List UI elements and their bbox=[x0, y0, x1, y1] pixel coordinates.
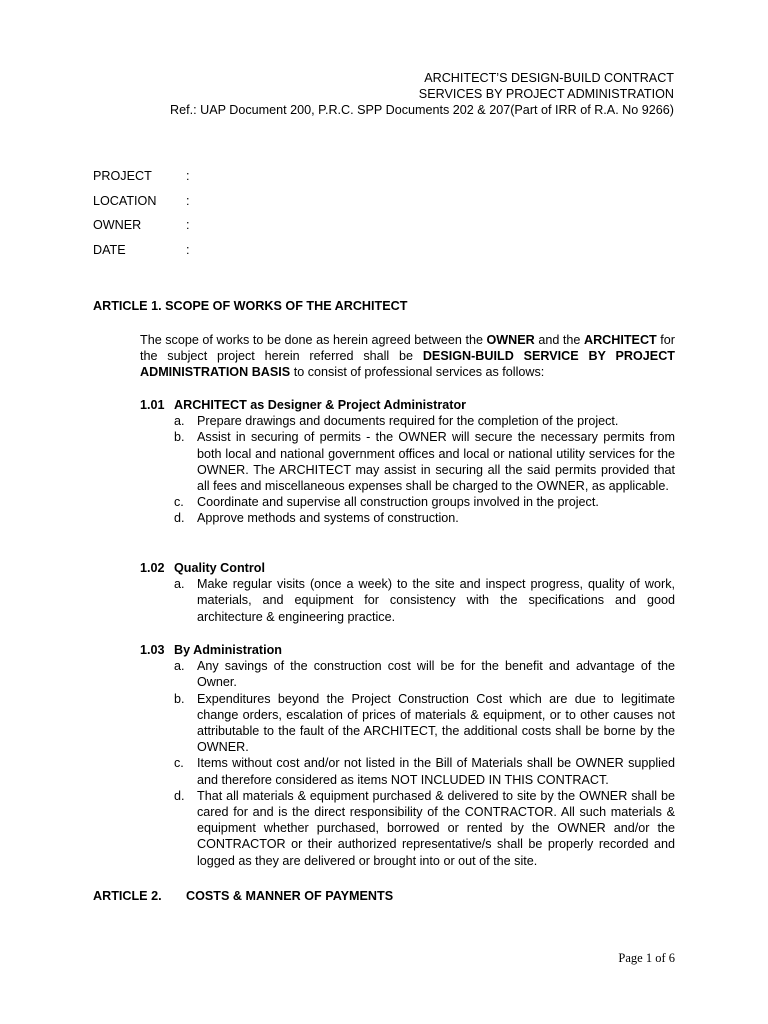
field-date bbox=[93, 242, 190, 267]
list-item bbox=[174, 658, 675, 690]
item-letter: a. bbox=[174, 659, 185, 674]
contract-reference: Ref.: UAP Document 200, P.R.C. SPP Documents 202 & 207(Part of IRR of R.A. No 9266) bbox=[170, 103, 674, 118]
item-text: Assist in securing of permits - the OWNER will secure the necessary permits from both local and national government offices and local or national utility services for the OWNER. The ARCHITECT may assist in securing all the said permits provided that all fees and miscellaneous expenses shall be charged to the OWNER, as applicable. bbox=[197, 430, 675, 494]
section-1-02 bbox=[140, 560, 675, 625]
field-separator: : bbox=[186, 242, 190, 257]
field-separator: : bbox=[186, 193, 190, 208]
item-letter: d. bbox=[174, 788, 185, 803]
field-project bbox=[93, 168, 190, 193]
item-letter: c. bbox=[174, 756, 184, 771]
intro-text: for the subject project herein referred shall be bbox=[140, 333, 675, 364]
item-text: Prepare drawings and documents required for the completion of the project. bbox=[197, 414, 619, 429]
article-2-heading bbox=[93, 888, 393, 904]
intro-text: The scope of works to be done as herein agreed between the bbox=[140, 333, 487, 347]
list-item bbox=[174, 576, 675, 625]
section-1-01 bbox=[140, 397, 675, 527]
field-owner bbox=[93, 217, 190, 242]
item-text: Expenditures beyond the Project Construction Cost which are due to legitimate change orders, escalation of prices of materials & equipment, or to other causes not attributable to the fault of the ARCHITECT, the additional costs shall be borne by the OWNER. bbox=[197, 691, 675, 755]
item-letter: b. bbox=[174, 430, 185, 445]
section-title: Quality Control bbox=[174, 561, 265, 575]
intro-text: and the bbox=[534, 333, 584, 347]
list-item bbox=[174, 788, 675, 869]
item-letter: a. bbox=[174, 414, 185, 429]
field-label: LOCATION bbox=[93, 193, 157, 208]
list-item bbox=[174, 691, 675, 756]
section-heading bbox=[140, 560, 675, 576]
field-label: OWNER bbox=[93, 218, 142, 232]
document-header bbox=[170, 70, 674, 119]
field-location bbox=[93, 193, 190, 218]
section-number: 1.01 bbox=[140, 398, 165, 412]
article-2-number: ARTICLE 2. bbox=[93, 889, 162, 903]
field-separator: : bbox=[186, 218, 190, 232]
item-text: Any savings of the construction cost will be for the benefit and advantage of the Owner. bbox=[197, 659, 675, 690]
item-text: That all materials & equipment purchased & delivered to site by the OWNER shall be cared for and is the direct responsibility of the CONTRACTOR. All such materials & equipment whether purchased, borrowed or rented by the OWNER and/or the CONTRACTOR or their authorized representative/s shall be properly recorded and logged as they are delivered or brought into or out of the site. bbox=[197, 788, 675, 868]
section-title: By Administration bbox=[174, 643, 282, 657]
article-2-title: COSTS & MANNER OF PAYMENTS bbox=[186, 889, 394, 903]
contract-subtitle: SERVICES BY PROJECT ADMINISTRATION bbox=[418, 87, 674, 102]
article-1-heading: ARTICLE 1. SCOPE OF WORKS OF THE ARCHITECT bbox=[93, 299, 408, 313]
field-label: DATE bbox=[93, 242, 126, 257]
section-heading bbox=[140, 642, 675, 658]
item-text: Make regular visits (once a week) to the site and inspect progress, quality of work, materials, and equipment for consistency with the specifications and good architecture & engineering practice. bbox=[197, 577, 675, 624]
field-separator: : bbox=[186, 169, 190, 183]
list-item bbox=[174, 494, 675, 510]
item-text: Approve methods and systems of construction. bbox=[197, 511, 459, 526]
intro-bold-owner: OWNER bbox=[486, 333, 535, 347]
section-1-03 bbox=[140, 642, 675, 869]
section-title: ARCHITECT as Designer & Project Administrator bbox=[174, 398, 467, 412]
intro-text: to consist of professional services as follows: bbox=[290, 365, 545, 380]
list-item bbox=[174, 755, 675, 787]
list-item bbox=[174, 510, 675, 526]
project-info-fields bbox=[93, 168, 190, 266]
field-label: PROJECT bbox=[93, 169, 152, 183]
list-item bbox=[174, 413, 675, 429]
section-heading bbox=[140, 397, 675, 413]
section-number: 1.03 bbox=[140, 643, 165, 657]
item-text: Coordinate and supervise all construction groups involved in the project. bbox=[197, 495, 599, 510]
item-letter: b. bbox=[174, 691, 185, 706]
article-1-intro bbox=[140, 332, 675, 381]
intro-bold-architect: ARCHITECT bbox=[583, 333, 657, 347]
intro-bold-service: DESIGN-BUILD SERVICE BY PROJECT ADMINISTRATION BASIS bbox=[140, 349, 675, 380]
item-text: Items without cost and/or not listed in the Bill of Materials shall be OWNER supplied and therefore considered as items NOT INCLUDED IN THIS CONTRACT. bbox=[197, 756, 675, 787]
contract-title: ARCHITECT’S DESIGN-BUILD CONTRACT bbox=[424, 71, 674, 85]
item-letter: d. bbox=[174, 511, 185, 526]
page-number: Page 1 of 6 bbox=[618, 951, 675, 965]
list-item bbox=[174, 429, 675, 494]
item-letter: a. bbox=[174, 577, 185, 592]
item-letter: c. bbox=[174, 495, 184, 510]
section-number: 1.02 bbox=[140, 561, 165, 575]
